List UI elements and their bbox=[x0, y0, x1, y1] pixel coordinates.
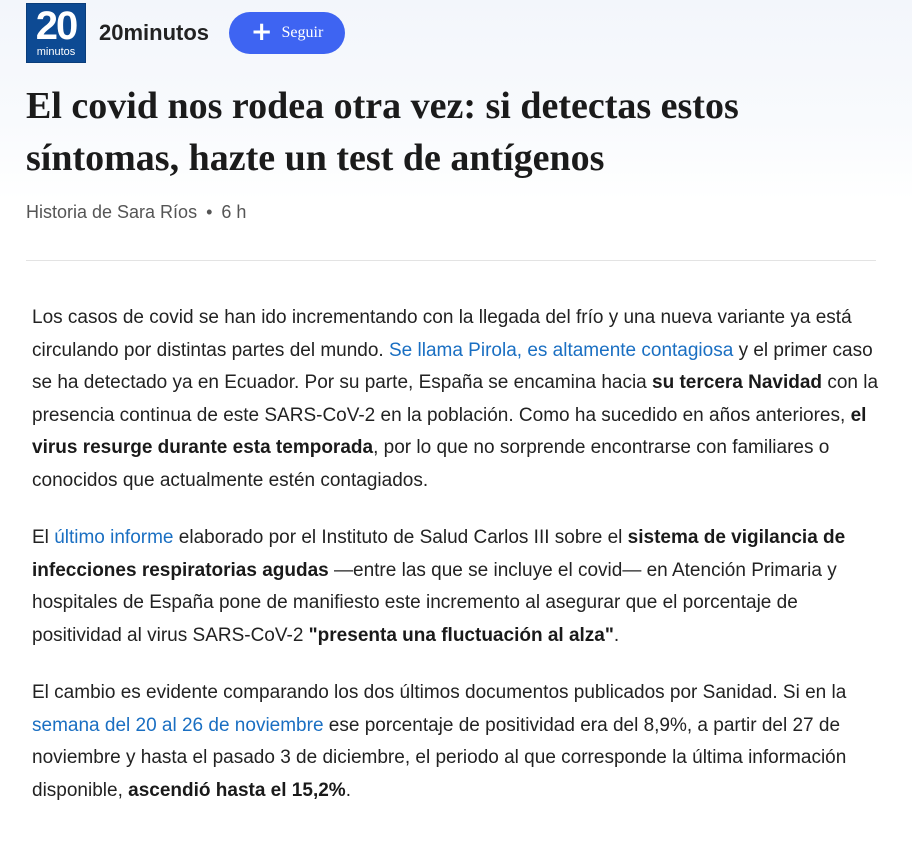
headline-line-2: síntomas, hazte un test de antígenos bbox=[26, 137, 605, 179]
divider bbox=[26, 260, 876, 261]
byline-separator: • bbox=[206, 202, 213, 222]
publish-time: 6 h bbox=[221, 202, 247, 222]
paragraph-2 bbox=[32, 522, 892, 652]
plus-icon: + bbox=[250, 17, 273, 47]
p2-text-2: elaborado por el Instituto de Salud Carlos III sobre el bbox=[173, 527, 628, 548]
p3-text-3: . bbox=[345, 779, 351, 801]
p3-text-2: ese porcentaje de positividad era del 8,9%, a partir del 27 de noviembre y hasta el pasado 3 de diciembre, el periodo al que corresponde la última información disponible, bbox=[32, 714, 847, 801]
informe-link[interactable]: último informe bbox=[54, 527, 174, 548]
paragraph-3 bbox=[32, 677, 892, 807]
p1-bold-1: su tercera Navidad bbox=[652, 372, 823, 393]
logo-number: 20 bbox=[35, 4, 77, 48]
p2-text-3: —entre las que se incluye el covid— en Atención Primaria y hospitales de España pone de manifiesto este incremento al asegurar que el porcentaje de positividad al virus SARS-CoV-2 bbox=[32, 559, 837, 646]
pirola-link[interactable]: Se llama Pirola, es altamente contagiosa bbox=[388, 339, 734, 361]
follow-label: Seguir bbox=[281, 24, 324, 41]
p3-text-1: El cambio es evidente comparando los dos últimos documentos publicados por Sanidad. Si en la bbox=[32, 682, 847, 703]
p2-text-1: El bbox=[32, 527, 55, 548]
author[interactable]: Historia de Sara Ríos bbox=[26, 202, 198, 222]
article-headline bbox=[26, 80, 886, 184]
publisher-logo[interactable] bbox=[26, 3, 86, 63]
paragraph-1 bbox=[32, 302, 892, 497]
p2-text-4: . bbox=[613, 624, 620, 646]
p1-text-2: y el primer caso se ha detectado ya en Ecuador. Por su parte, España se encamina hacia bbox=[32, 339, 873, 393]
p1-bold-2: el virus resurge durante esta temporada bbox=[32, 404, 867, 458]
p2-bold-1: sistema de vigilancia de infecciones respiratorias agudas bbox=[32, 527, 846, 581]
semana-link[interactable]: semana del 20 al 26 de noviembre bbox=[32, 714, 324, 736]
p3-bold-1: ascendió hasta el 15,2% bbox=[128, 779, 346, 801]
logo-word: minutos bbox=[36, 46, 76, 58]
article-body bbox=[32, 302, 892, 832]
p2-bold-2: "presenta una fluctuación al alza" bbox=[308, 624, 614, 646]
byline bbox=[26, 202, 246, 223]
headline-line-1: El covid nos rodea otra vez: si detectas estos bbox=[26, 85, 739, 127]
p1-text-3: con la presencia continua de este SARS-CoV-2 en la población. Como ha sucedido en años anteriores, bbox=[32, 372, 879, 426]
publisher-header bbox=[26, 3, 345, 63]
follow-button[interactable] bbox=[229, 12, 345, 54]
publisher-name[interactable]: 20minutos bbox=[99, 20, 210, 45]
p1-text-1: Los casos de covid se han ido incrementando con la llegada del frío y una nueva variante ya está circulando por distintas partes del mundo. bbox=[32, 307, 852, 361]
p1-text-4: , por lo que no sorprende encontrarse con familiares o conocidos que actualmente estén contagiados. bbox=[32, 437, 830, 491]
